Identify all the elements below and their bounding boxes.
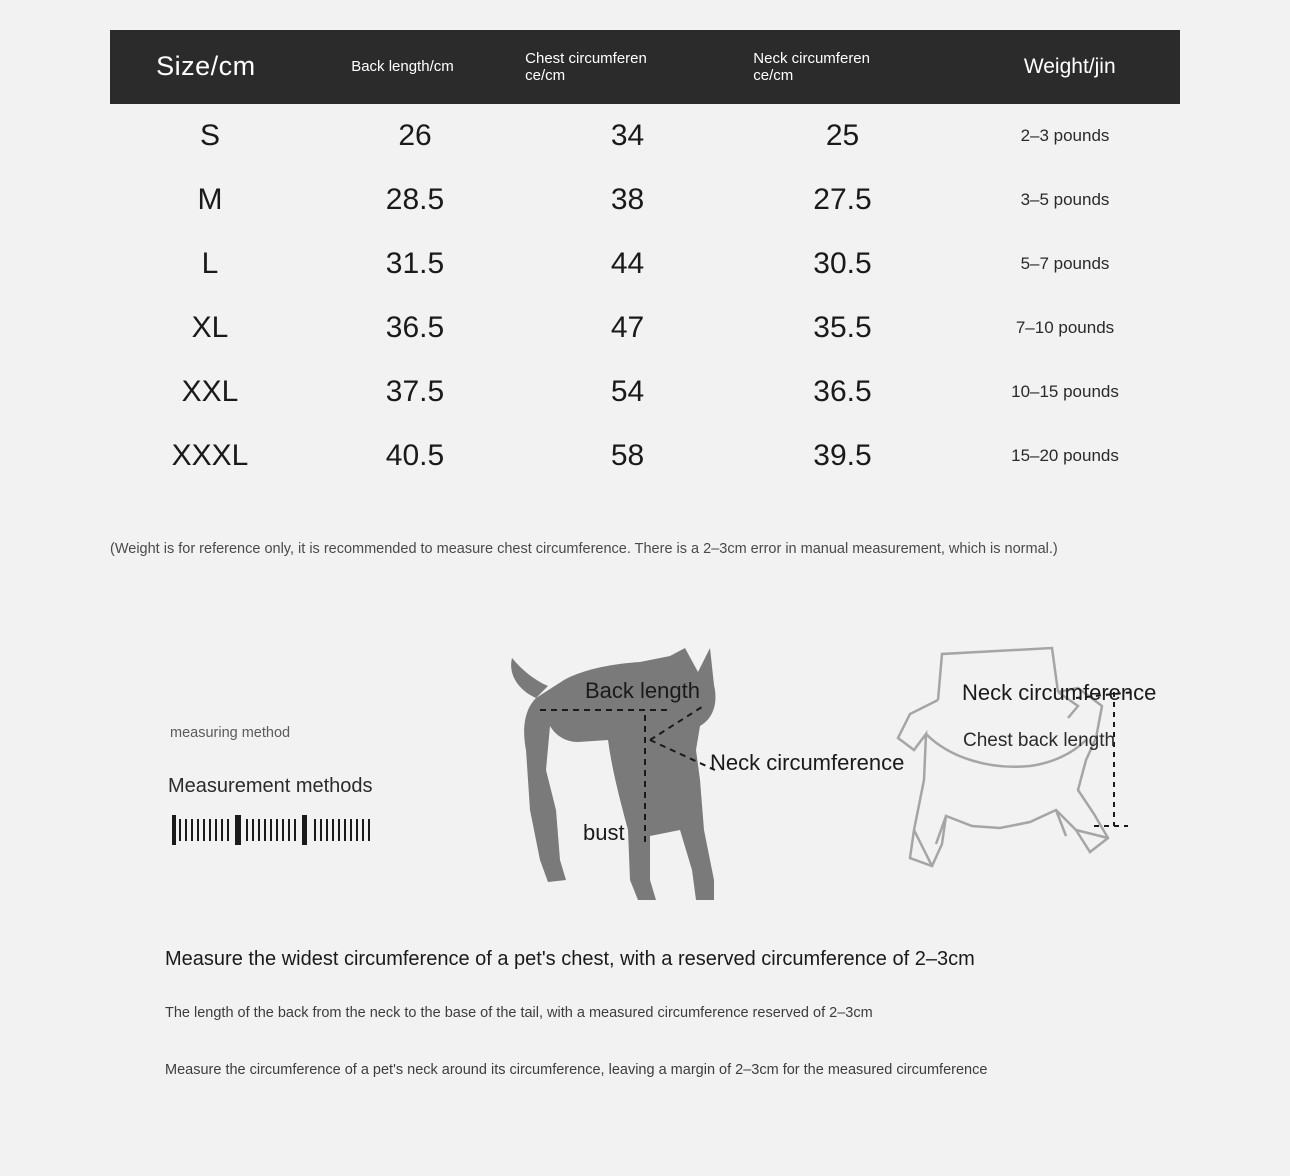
measuring-method-caption: measuring method <box>170 725 291 741</box>
column-header-neck-line1: Neck circumferen <box>753 49 870 67</box>
table-row <box>110 232 1180 296</box>
size-chart-table <box>110 30 1180 488</box>
cell-neck: 39.5 <box>813 439 872 472</box>
label-chest-back-length: Chest back length <box>963 730 1116 751</box>
table-row <box>110 296 1180 360</box>
table-row <box>110 104 1180 168</box>
garment-chest-back-guide <box>1094 692 1128 826</box>
column-header-chest-circumference <box>503 50 731 85</box>
cell-back-length: 40.5 <box>385 439 445 472</box>
cell-neck: 25 <box>825 119 860 152</box>
table-body <box>110 104 1180 488</box>
table-row <box>110 168 1180 232</box>
cell-weight: 3–5 pounds <box>1020 190 1110 209</box>
column-header-back-length: Back length/cm <box>351 58 454 76</box>
column-header-neck-line2: ce/cm <box>753 67 794 84</box>
measurement-diagram <box>0 620 1290 940</box>
column-header-chest-line2: ce/cm <box>525 67 566 84</box>
cell-weight: 10–15 pounds <box>1011 382 1119 401</box>
garment-outline-diagram <box>880 630 1150 920</box>
cell-size: M <box>197 183 223 216</box>
cell-chest: 47 <box>610 311 645 344</box>
cell-neck: 36.5 <box>813 375 872 408</box>
cell-back-length: 31.5 <box>385 247 445 280</box>
table-row <box>110 424 1180 488</box>
label-bust: bust <box>583 820 625 845</box>
column-header-size: Size/cm <box>156 51 256 82</box>
cell-weight: 2–3 pounds <box>1020 126 1110 145</box>
cell-neck: 30.5 <box>813 247 872 280</box>
cell-size: XXL <box>181 375 239 408</box>
cell-neck: 35.5 <box>813 311 872 344</box>
instruction-chest: Measure the widest circumference of a pet's chest, with a reserved circumference of 2–3cm <box>165 948 975 970</box>
column-header-neck-circumference <box>731 50 959 85</box>
cell-chest: 38 <box>610 183 645 216</box>
column-header-weight: Weight/jin <box>1023 54 1116 78</box>
cell-chest: 34 <box>610 119 645 152</box>
ruler-icon <box>172 815 377 845</box>
cell-back-length: 26 <box>398 119 432 152</box>
cell-size: XXXL <box>171 439 249 472</box>
cell-back-length: 28.5 <box>385 183 445 216</box>
measurement-methods-title: Measurement methods <box>168 775 373 797</box>
cell-weight: 7–10 pounds <box>1015 318 1115 337</box>
cell-weight: 5–7 pounds <box>1020 254 1110 273</box>
cell-chest: 58 <box>610 439 645 472</box>
cell-size: XL <box>191 311 229 344</box>
instruction-neck: Measure the circumference of a pet's neck around its circumference, leaving a margin of 2–3cm for the measured circumference <box>165 1061 988 1078</box>
cell-back-length: 36.5 <box>385 311 445 344</box>
cell-chest: 44 <box>610 247 645 280</box>
cell-chest: 54 <box>610 375 645 408</box>
measurement-note: (Weight is for reference only, it is recommended to measure chest circumference. There is a 2–3cm error in manual measurement, which is normal.) <box>110 541 1058 557</box>
column-header-chest-line1: Chest circumferen <box>525 49 647 67</box>
cell-size: S <box>199 119 220 152</box>
cell-neck: 27.5 <box>813 183 872 216</box>
cell-weight: 15–20 pounds <box>1011 446 1119 465</box>
instruction-back-length: The length of the back from the neck to the base of the tail, with a measured circumference reserved of 2–3cm <box>165 1005 873 1021</box>
table-row <box>110 360 1180 424</box>
table-header-row <box>110 30 1180 104</box>
label-neck-circumference-dog: Neck circumference <box>710 750 905 775</box>
cell-back-length: 37.5 <box>385 375 445 408</box>
instructions-block <box>165 945 1165 1081</box>
cell-size: L <box>201 247 219 280</box>
label-back-length: Back length <box>585 678 700 703</box>
label-neck-circumference-garment: Neck circumference <box>962 680 1157 705</box>
